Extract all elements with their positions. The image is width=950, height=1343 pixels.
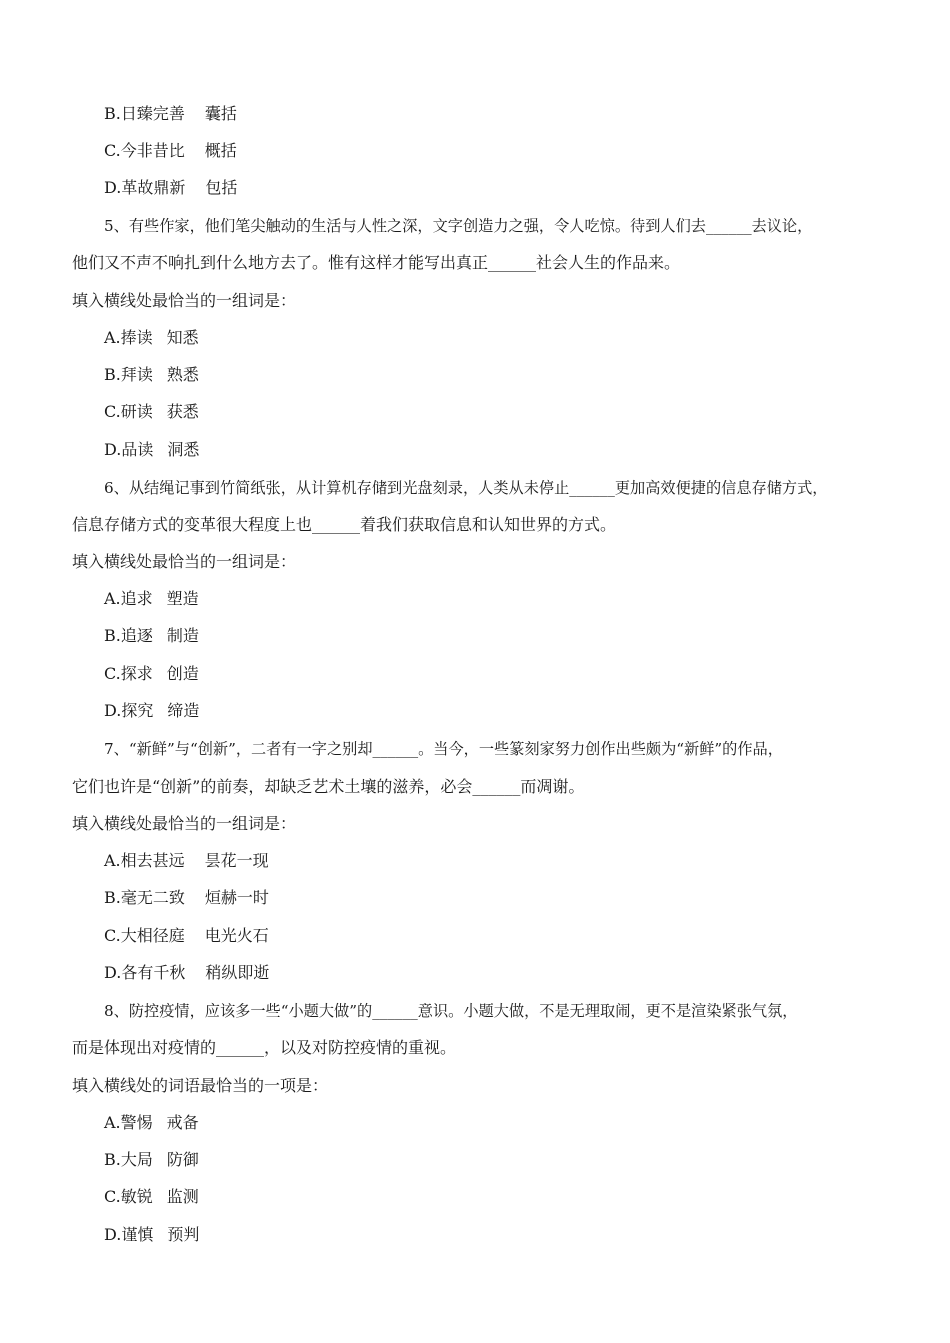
q8-prompt: 填入横线处的词语最恰当的一项是： [72, 1076, 329, 1095]
q5-stem-line2: 他们又不声不响扎到什么地方去了。惟有这样才能写出真正______社会人生的作品来。 [72, 253, 681, 272]
option-label: D.谨慎 [104, 1225, 154, 1244]
option-label: C.研读 [104, 402, 153, 421]
q5-option-a [104, 328, 199, 348]
option-answer: 知悉 [166, 328, 199, 347]
option-label: D.探究 [104, 701, 154, 720]
option-label: A.警惕 [104, 1113, 153, 1132]
q7-option-b [104, 888, 269, 908]
q6-option-b [104, 626, 199, 646]
option-label: B.大局 [104, 1150, 153, 1169]
option-answer: 预判 [167, 1225, 200, 1244]
option-label: A.相去甚远 [104, 851, 185, 870]
option-answer: 稍纵即逝 [205, 963, 270, 982]
q5-stem-line1: 5、有些作家，他们笔尖触动的生活与人性之深，文字创造力之强，令人吃惊。待到人们去______去议论， [104, 217, 813, 235]
q7-prompt: 填入横线处最恰当的一组词是： [72, 814, 297, 833]
option-label: C.探求 [104, 664, 153, 683]
q8-option-d [104, 1225, 199, 1245]
q6-stem-line1: 6、从结绳记事到竹简纸张，从计算机存储到光盘刻录，人类从未停止______更加高效便捷的信息存储方式， [104, 479, 828, 497]
option-label: B.日臻完善 [104, 104, 185, 123]
option-label: B.毫无二致 [104, 888, 185, 907]
q6-prompt: 填入横线处最恰当的一组词是： [72, 552, 297, 571]
q7-stem-line2: 它们也许是“创新”的前奏，却缺乏艺术土壤的滋养，必会______而凋谢。 [72, 777, 585, 796]
option-answer: 监测 [166, 1187, 199, 1206]
option-label: D.各有千秋 [104, 963, 186, 982]
q7-stem-line1: 7、“新鲜”与“创新”，二者有一字之别却______。当今，一些篆刻家努力创作出些颇为“新鲜”的作品， [104, 740, 783, 758]
option-label: C.敏锐 [104, 1187, 153, 1206]
q4-option-c [104, 141, 237, 161]
option-label: A.追求 [104, 589, 153, 608]
option-label: D.革故鼎新 [104, 178, 186, 197]
option-answer: 防御 [166, 1150, 199, 1169]
q8-option-a [104, 1113, 199, 1133]
option-answer: 烜赫一时 [204, 888, 269, 907]
q8-option-b [104, 1150, 199, 1170]
option-answer: 昙花一现 [204, 851, 269, 870]
option-answer: 获悉 [166, 402, 199, 421]
q8-option-c [104, 1187, 199, 1207]
q6-option-a [104, 589, 199, 609]
option-label: B.拜读 [104, 365, 153, 384]
q6-option-c [104, 664, 199, 684]
option-answer: 熟悉 [166, 365, 199, 384]
option-answer: 洞悉 [167, 440, 200, 459]
option-answer: 戒备 [166, 1113, 199, 1132]
option-label: C.大相径庭 [104, 926, 185, 945]
option-answer: 缔造 [167, 701, 200, 720]
q7-option-d [104, 963, 269, 983]
option-label: A.捧读 [104, 328, 153, 347]
q6-stem-line2: 信息存储方式的变革很大程度上也______着我们获取信息和认知世界的方式。 [72, 515, 617, 534]
q5-option-b [104, 365, 199, 385]
option-answer: 囊括 [204, 104, 237, 123]
q4-option-d [104, 178, 237, 198]
option-label: C.今非昔比 [104, 141, 185, 160]
q5-option-c [104, 402, 199, 422]
q8-stem-line2: 而是体现出对疫情的______，以及对防控疫情的重视。 [72, 1038, 457, 1057]
option-answer: 电光火石 [204, 926, 269, 945]
q8-stem-line1: 8、防控疫情，应该多一些“小题大做”的______意识。小题大做，不是无理取闹，更不是渲染紧张气氛， [104, 1002, 798, 1020]
q5-prompt: 填入横线处最恰当的一组词是： [72, 291, 297, 310]
q7-option-a [104, 851, 269, 871]
q4-option-b [104, 104, 237, 124]
option-answer: 包括 [205, 178, 238, 197]
option-answer: 创造 [166, 664, 199, 683]
option-answer: 概括 [204, 141, 237, 160]
option-answer: 塑造 [166, 589, 199, 608]
q5-option-d [104, 440, 199, 460]
option-label: D.品读 [104, 440, 154, 459]
option-answer: 制造 [166, 626, 199, 645]
q7-option-c [104, 926, 269, 946]
q6-option-d [104, 701, 199, 721]
option-label: B.追逐 [104, 626, 153, 645]
